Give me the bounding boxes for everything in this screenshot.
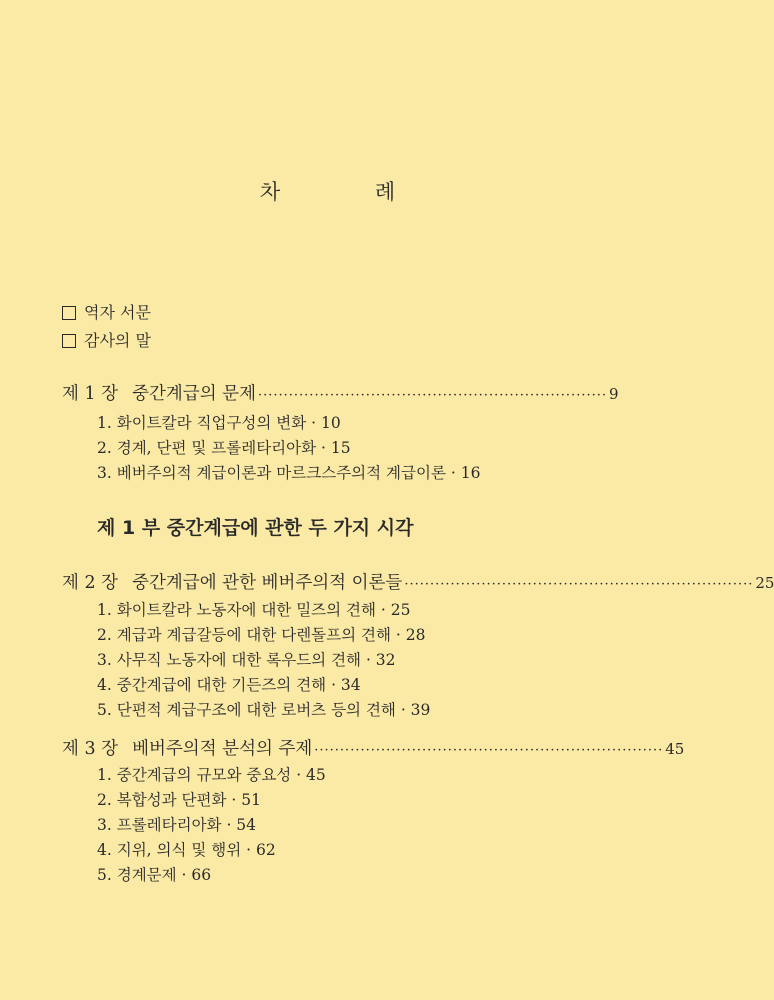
- square-bullet-icon: [62, 306, 76, 320]
- page-title: 차 례: [259, 180, 440, 204]
- section-entry[interactable]: 3. 프롤레타리아화 · 54: [97, 816, 257, 834]
- chapter-number: 제 2 장: [62, 573, 119, 593]
- chapter-title: 중간계급의 문제: [132, 384, 256, 404]
- front-matter-item[interactable]: [62, 300, 151, 323]
- chapter-page: 45: [665, 740, 685, 758]
- leader-dots: ····································································: [314, 743, 664, 758]
- section-entry[interactable]: 1. 화이트칼라 직업구성의 변화 · 10: [97, 414, 341, 432]
- section-entry[interactable]: 5. 단편적 계급구조에 대한 로버츠 등의 견해 · 39: [97, 701, 431, 719]
- front-matter-label: 감사의 말: [84, 331, 151, 350]
- section-entry[interactable]: 3. 사무직 노동자에 대한 록우드의 견해 · 32: [97, 651, 396, 669]
- section-entry[interactable]: 1. 화이트칼라 노동자에 대한 밀즈의 견해 · 25: [97, 601, 411, 619]
- section-entry[interactable]: 3. 베버주의적 계급이론과 마르크스주의적 계급이론 · 16: [97, 464, 481, 482]
- chapter-1-entry[interactable]: [62, 380, 619, 405]
- chapter-2-entry[interactable]: [62, 569, 774, 594]
- chapter-title: 중간계급에 관한 베버주의적 이론들: [132, 573, 403, 593]
- part-1-heading: 제 1 부 중간계급에 관한 두 가지 시각: [97, 517, 414, 539]
- chapter-page: 25: [755, 574, 774, 592]
- front-matter-label: 역자 서문: [84, 303, 151, 322]
- section-entry[interactable]: 5. 경계문제 · 66: [97, 866, 212, 884]
- section-entry[interactable]: 4. 중간계급에 대한 기든즈의 견해 · 34: [97, 676, 361, 694]
- chapter-page: 9: [608, 385, 619, 403]
- front-matter-item[interactable]: [62, 328, 151, 351]
- section-entry[interactable]: 4. 지위, 의식 및 행위 · 62: [97, 841, 276, 859]
- chapter-number: 제 3 장: [62, 739, 119, 759]
- leader-dots: ····································································: [404, 577, 754, 592]
- square-bullet-icon: [62, 334, 76, 348]
- section-entry[interactable]: 2. 계급과 계급갈등에 대한 다렌돌프의 견해 · 28: [97, 626, 426, 644]
- chapter-title: 베버주의적 분석의 주제: [132, 739, 313, 759]
- section-entry[interactable]: 2. 복합성과 단편화 · 51: [97, 791, 261, 809]
- section-entry[interactable]: 2. 경계, 단편 및 프롤레타리아화 · 15: [97, 439, 351, 457]
- leader-dots: ····································································: [257, 388, 607, 403]
- chapter-3-entry[interactable]: [62, 735, 685, 760]
- section-entry[interactable]: 1. 중간계급의 규모와 중요성 · 45: [97, 766, 326, 784]
- chapter-number: 제 1 장: [62, 384, 119, 404]
